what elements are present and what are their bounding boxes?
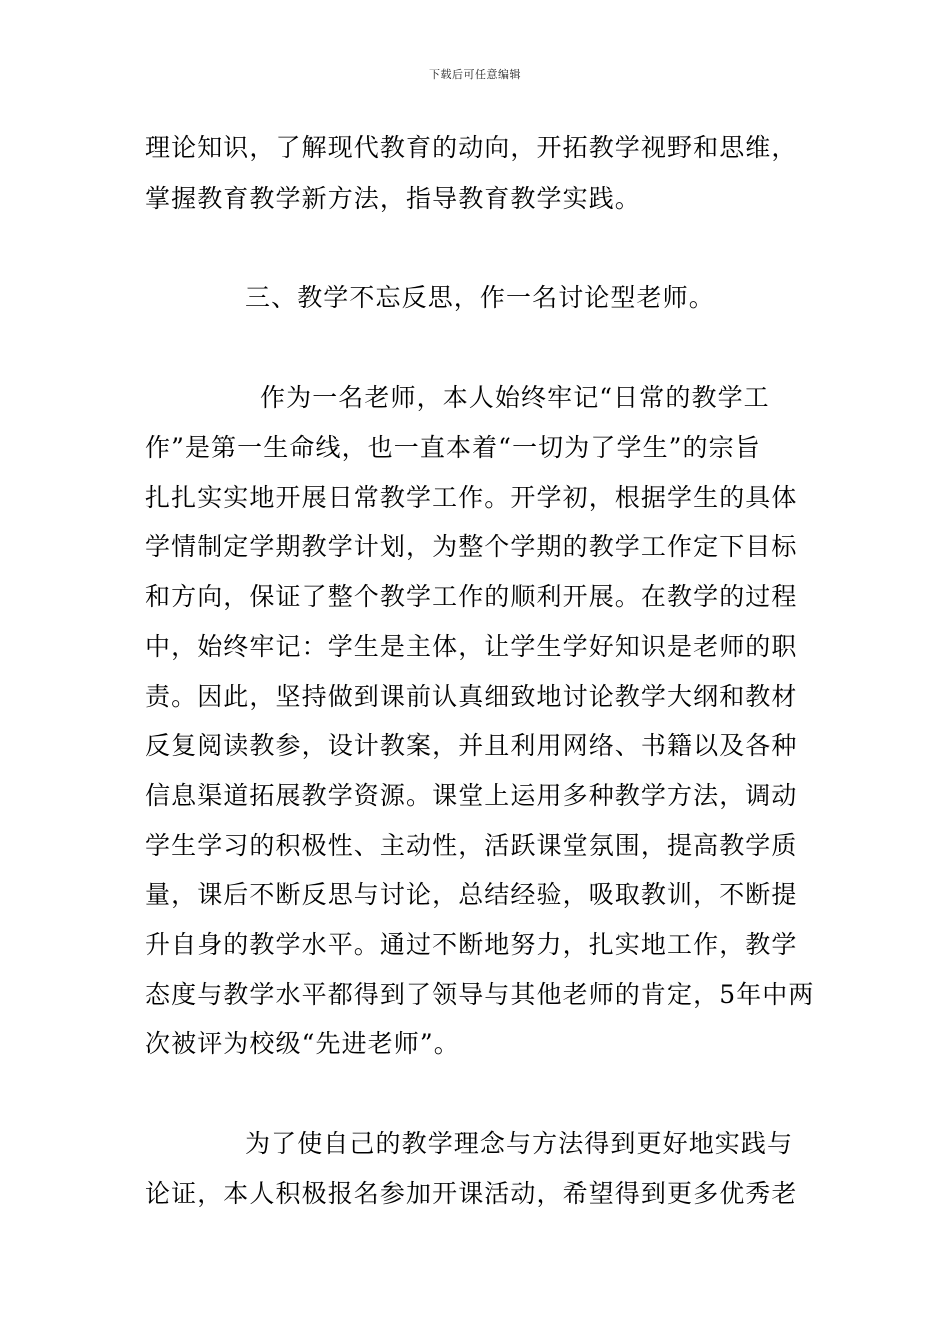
paragraph-line: 论证，本人积极报名参加开课活动，希望得到更多优秀老 [145, 1179, 798, 1208]
paragraph-line: 责。因此，坚持做到课前认真细致地讨论教学大纲和教材 [145, 682, 798, 711]
paragraph-line: 中，始终牢记：学生是主体，让学生学好知识是老师的职 [145, 632, 798, 661]
paragraph-line: 扎扎实实地开展日常教学工作。开学初，根据学生的具体 [145, 483, 798, 512]
paragraph-line: 态度与教学水平都得到了领导与其他老师的肯定，5年中两 [145, 980, 815, 1009]
page-header-note: 下载后可任意编辑 [429, 68, 521, 81]
section-heading: 三、教学不忘反思，作一名讨论型老师。 [245, 283, 715, 312]
paragraph-line: 信息渠道拓展教学资源。课堂上运用多种教学方法，调动 [145, 781, 798, 810]
paragraph-line: 掌握教育教学新方法，指导教育教学实践。 [145, 184, 641, 213]
paragraph-line: 学生学习的积极性、主动性，活跃课堂氛围，提高教学质 [145, 831, 798, 860]
paragraph-line: 作”是第一生命线，也一直本着“一切为了学生”的宗旨 [145, 433, 761, 462]
paragraph-line: 和方向，保证了整个教学工作的顺利开展。在教学的过程 [145, 582, 798, 611]
paragraph-line: 作为一名老师，本人始终牢记“日常的教学工 [260, 383, 770, 412]
paragraph-line: 反复阅读教参，设计教案，并且利用网络、书籍以及各种 [145, 731, 798, 760]
paragraph-line: 学情制定学期教学计划，为整个学期的教学工作定下目标 [145, 532, 798, 561]
paragraph-line: 升自身的教学水平。通过不断地努力，扎实地工作，教学 [145, 930, 798, 959]
paragraph-line: 次被评为校级“先进老师”。 [145, 1029, 460, 1058]
paragraph-line: 量，课后不断反思与讨论，总结经验，吸取教训，不断提 [145, 880, 798, 909]
paragraph-line: 理论知识，了解现代教育的动向，开拓教学视野和思维， [145, 133, 798, 162]
paragraph-line: 为了使自己的教学理念与方法得到更好地实践与 [245, 1129, 794, 1158]
